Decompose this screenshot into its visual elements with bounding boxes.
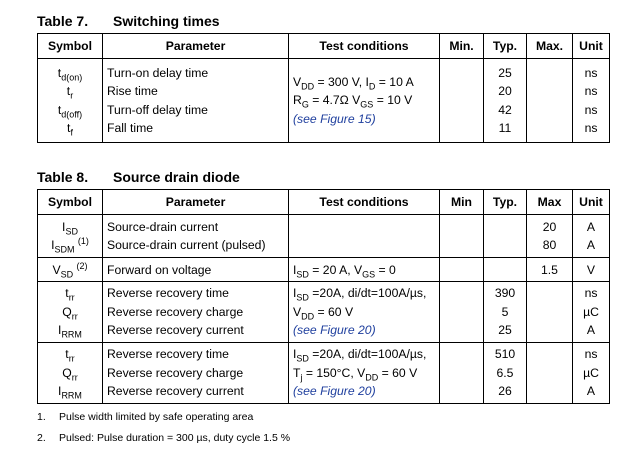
min-cell [440,258,484,282]
unit-value: ns [584,84,598,98]
max-cell [527,282,573,343]
unit-value: µC [583,365,599,380]
header-typ: Typ. [484,34,527,59]
typ-value: 25 [498,323,512,338]
parameter-text: Forward on voltage [103,258,289,282]
unit-value: A [586,238,596,252]
unit-cell [573,343,610,404]
unit-value: A [586,323,596,338]
typ-value: 25 [498,65,512,80]
table-row [38,343,610,404]
min-cell [440,215,484,258]
symbol-irrm: $I_{RRM}$ [58,384,82,401]
header-test-conditions: Test conditions [289,190,440,215]
symbol-tr: $t_r$ [66,84,74,101]
table8-number: Table 8. [37,169,89,185]
condition-line: $V_{DD} = 300$ V, $I_D = 10$ A [293,74,414,92]
symbol-td-off: $t_{d(off)}$ [57,102,83,119]
unit-value: ns [584,286,598,301]
condition-line: $I_{SD} = 20$ A, $V_{GS} = 0$ [289,258,440,282]
conditions-cell [289,59,440,143]
typ-value: 42 [498,102,512,117]
figure-20-link[interactable]: (see Figure 20) [293,384,376,399]
table-row [38,282,610,343]
typ-value: 20 [498,84,512,98]
symbol-trr: $t_{rr}$ [65,347,75,364]
max-cell [527,215,573,258]
table7-title [37,13,220,29]
typ-value: 6.5 [496,365,514,380]
table8-title [37,169,240,185]
table-row [38,215,610,258]
header-min: Min [440,190,484,215]
header-typ: Typ. [484,190,527,215]
footnote-2 [37,432,290,444]
parameter-cell [103,282,289,343]
parameter-text: Source-drain current (pulsed) [107,238,266,252]
min-cell [440,282,484,343]
parameter-text: Reverse recovery current [107,323,244,338]
table8-caption: Source drain diode [113,169,240,185]
unit-value: ns [584,121,598,135]
unit-value: µC [583,304,599,319]
figure-20-link[interactable]: (see Figure 20) [293,323,376,338]
header-unit: Unit [573,34,610,59]
symbol-cell [38,215,103,258]
figure-15-link[interactable]: (see Figure 15) [293,111,376,126]
footnote-text: Pulsed: Pulse duration = 300 µs, duty cycle 1.5 % [59,432,291,444]
parameter-text: Reverse recovery charge [107,304,244,319]
parameter-cell [103,59,289,143]
symbol-isdm: $I_{SDM}$ $^{(1)}$ [51,235,89,255]
parameter-text: Reverse recovery charge [107,365,244,380]
condition-line: $I_{SD} =20A$, di/dt=100A/µs, [293,286,427,303]
table7-caption: Switching times [113,13,220,29]
symbol-cell [38,282,103,343]
typ-cell [484,258,527,282]
max-cell [527,59,573,143]
symbol-qrr: $Q_{rr}$ [62,365,78,383]
header-parameter: Parameter [103,34,289,59]
header-parameter: Parameter [103,190,289,215]
symbol-vsd: $V_{SD}$ $^{(2)}$ [38,258,103,282]
table-row [38,258,610,282]
typ-cell [484,59,527,143]
symbol-irrm: $I_{RRM}$ [58,323,82,340]
header-max: Max [527,190,573,215]
typ-value: 11 [498,121,512,135]
parameter-text: Rise time [107,84,158,98]
typ-cell [484,343,527,404]
symbol-tf: $t_f$ [67,121,73,138]
min-cell [440,59,484,143]
table-row [38,59,610,143]
symbol-td-on: $t_{d(on)}$ [57,65,83,82]
parameter-cell [103,343,289,404]
unit-cell [573,215,610,258]
parameter-text: Reverse recovery time [107,286,229,301]
source-drain-diode-table [37,189,610,404]
unit-value: A [586,384,596,399]
conditions-cell [289,282,440,343]
max-value: 20 [542,219,557,234]
parameter-text: Source-drain current [107,219,219,234]
unit-value: ns [584,102,598,117]
condition-line: $R_G = 4.7\Omega$ $V_{GS} = 10$ V [293,93,413,110]
header-max: Max. [527,34,573,59]
max-value: 1.5 [527,258,573,282]
conditions-cell [289,343,440,404]
unit-value: ns [584,65,598,80]
header-min: Min. [440,34,484,59]
unit-cell [573,59,610,143]
parameter-text: Reverse recovery current [107,384,244,399]
table7-number: Table 7. [37,13,89,29]
max-value: 80 [542,238,557,252]
unit-value: ns [584,347,598,362]
condition-line: $I_{SD} =20A$, di/dt=100A/µs, [293,347,427,364]
footnote-number: 1. [37,411,46,423]
typ-value: 26 [498,384,512,399]
header-unit: Unit [573,190,610,215]
unit-cell [573,282,610,343]
footnote-1 [37,411,253,423]
unit-value: A [586,219,596,234]
table7-header-row [38,34,610,59]
conditions-cell [289,215,440,258]
symbol-cell [38,343,103,404]
table8-header-row [38,190,610,215]
footnote-number: 2. [37,432,46,444]
typ-cell [484,215,527,258]
switching-times-table [37,33,610,143]
condition-line: $V_{DD} = 60$ V [293,304,354,322]
header-symbol: Symbol [38,34,103,59]
footnote-text: Pulse width limited by safe operating area [59,411,254,423]
header-test-conditions: Test conditions [289,34,440,59]
typ-value: 390 [494,286,516,301]
symbol-trr: $t_{rr}$ [65,286,75,303]
parameter-text: Reverse recovery time [107,347,229,362]
parameter-cell [103,215,289,258]
symbol-qrr: $Q_{rr}$ [62,304,78,322]
unit-value: V [573,258,610,282]
parameter-text: Turn-on delay time [107,65,209,80]
typ-value: 510 [494,347,516,362]
parameter-text: Turn-off delay time [107,102,208,117]
typ-value: 5 [501,304,509,319]
parameter-text: Fall time [107,121,154,135]
header-symbol: Symbol [38,190,103,215]
typ-cell [484,282,527,343]
min-cell [440,343,484,404]
symbol-isd: $I_{SD}$ [62,219,78,236]
condition-line: $T_j = 150^\circ C$, $V_{DD} = 60$ V [293,365,418,383]
symbol-cell [38,59,103,143]
max-cell [527,343,573,404]
